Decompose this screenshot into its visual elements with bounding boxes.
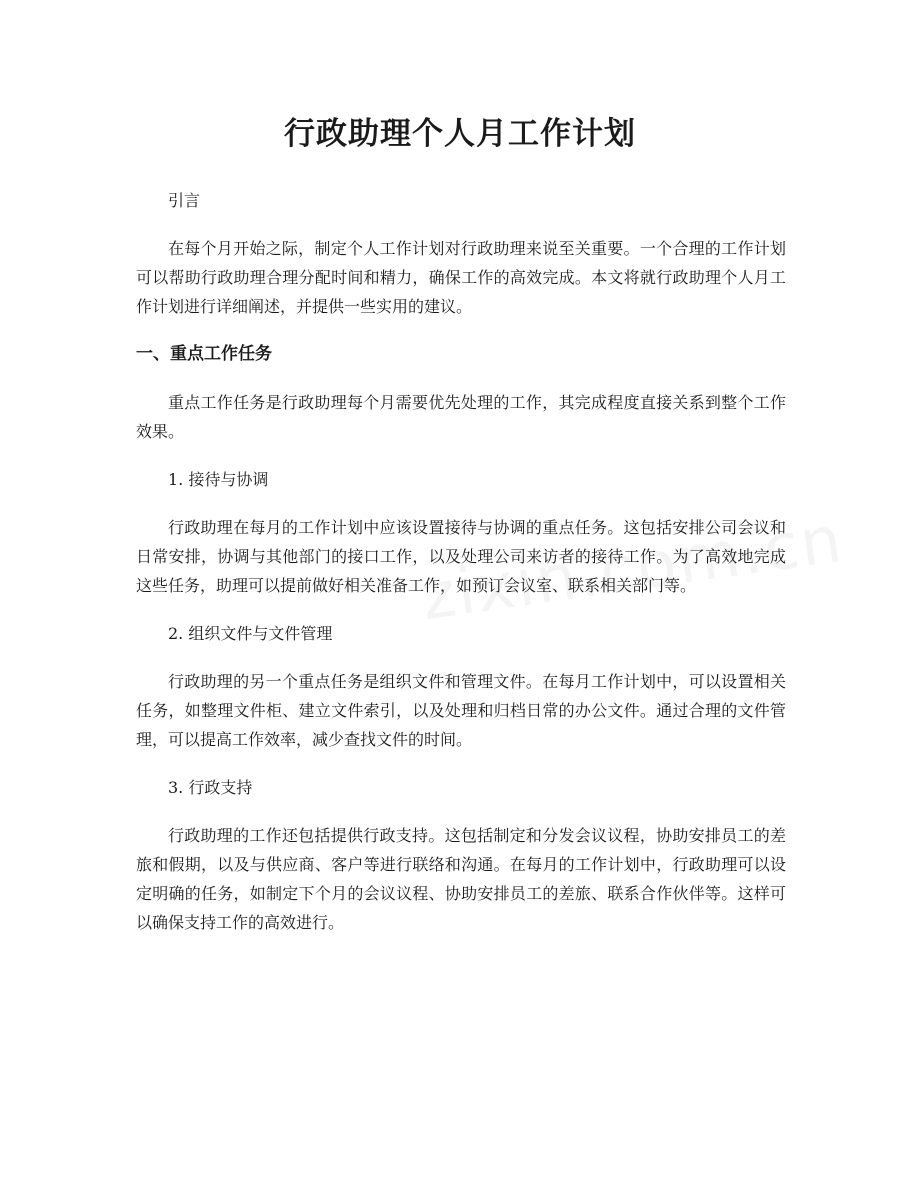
item-3-title: 3. 行政支持 <box>168 778 253 797</box>
document-body <box>136 186 786 937</box>
item-2-paragraph: 行政助理的另一个重点任务是组织文件和管理文件。在每月工作计划中，可以设置相关任务，如整理文件柜、建立文件索引，以及处理和归档日常的办公文件。通过合理的文件管理，可以提高工作效率，减少查找文件的时间。 <box>136 672 786 749</box>
section-intro-paragraph: 重点工作任务是行政助理每个月需要优先处理的工作，其完成程度直接关系到整个工作效果。 <box>136 393 786 441</box>
intro-label: 引言 <box>168 191 201 210</box>
section-heading: 一、重点工作任务 <box>136 344 272 364</box>
item-3-paragraph: 行政助理的工作还包括提供行政支持。这包括制定和分发会议议程，协助安排员工的差旅和假期，以及与供应商、客户等进行联络和沟通。在每月的工作计划中，行政助理可以设定明确的任务，如制定下个月的会议议程、协助安排员工的差旅、联系合作伙伴等。这样可以确保支持工作的高效进行。 <box>136 826 786 932</box>
item-1-paragraph: 行政助理在每月的工作计划中应该设置接待与协调的重点任务。这包括安排公司会议和日常安排，协调与其他部门的接口工作，以及处理公司来访者的接待工作。为了高效地完成这些任务，助理可以提前做好相关准备工作，如预订会议室、联系相关部门等。 <box>136 518 786 595</box>
item-2-title: 2. 组织文件与文件管理 <box>168 624 333 643</box>
page-title: 行政助理个人月工作计划 <box>284 116 636 152</box>
item-1-title: 1. 接待与协调 <box>168 470 269 489</box>
intro-paragraph: 在每个月开始之际，制定个人工作计划对行政助理来说至关重要。一个合理的工作计划可以帮助行政助理合理分配时间和精力，确保工作的高效完成。本文将就行政助理个人月工作计划进行详细阐述，并提供一些实用的建议。 <box>136 239 786 316</box>
